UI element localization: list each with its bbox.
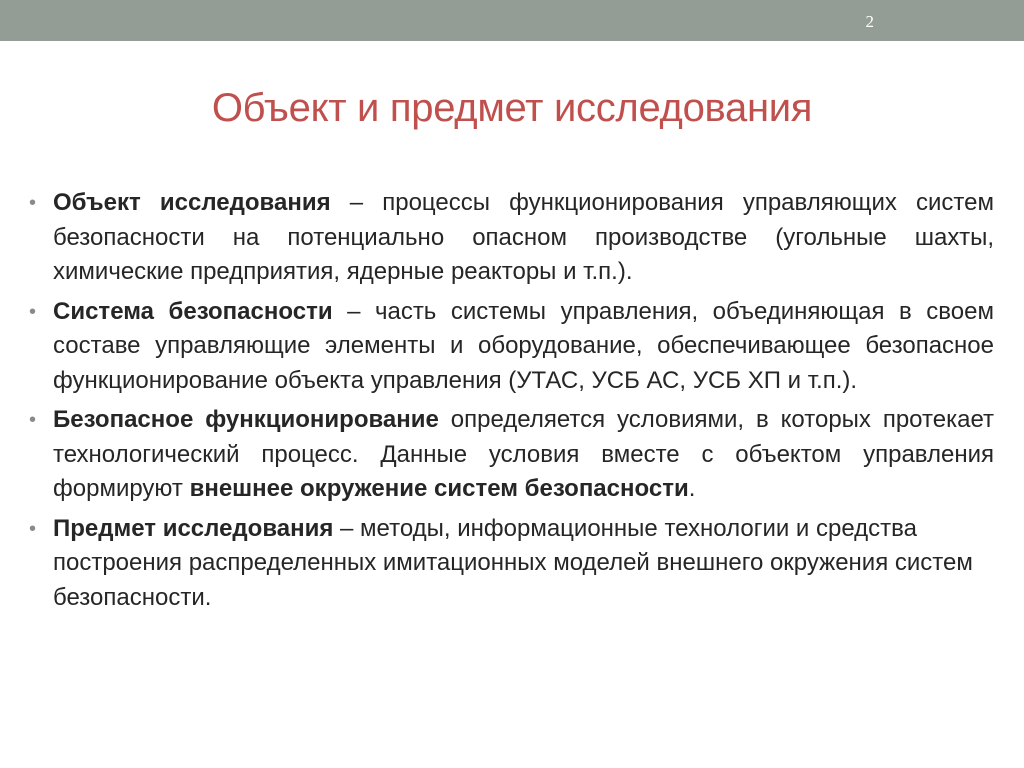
list-item	[29, 295, 994, 399]
header-bar	[0, 0, 1024, 41]
item-term: Безопасное функционирование	[53, 406, 439, 433]
list-item	[29, 512, 994, 616]
slide-title: Объект и предмет исследования	[211, 86, 813, 130]
bullet-icon: •	[29, 409, 37, 431]
item-term: Система безопасности	[53, 297, 333, 325]
item-text: – процессы функционирования управляющих систем безопасности на потенциально опасном производстве (угольные шахты, химические предприятия, ядерные реакторы и т.п.).	[53, 189, 994, 285]
item-tail: .	[688, 475, 696, 502]
list-item	[29, 403, 994, 507]
bullet-icon: •	[29, 300, 37, 323]
item-text: – методы, информационные технологии и средства построения распределенных имитационных моделей внешнего окружения систем безопасности.	[53, 514, 973, 611]
item-text: – часть системы управления, объединяющая в своем составе управляющие элементы и оборудование, обеспечивающее безопасное функционирование объекта управления (УТАС, УСБ АС, УСБ ХП и т.п.).	[53, 297, 994, 394]
list-item	[29, 186, 994, 290]
slide-number: 2	[865, 12, 874, 31]
bullet-list	[29, 186, 994, 620]
item-term: Предмет исследования	[53, 514, 334, 542]
bullet-icon: •	[29, 517, 37, 540]
item-term: Объект исследования	[53, 189, 331, 216]
bullet-icon: •	[29, 192, 37, 214]
item-term-secondary: внешнее окружение систем безопасности	[189, 475, 689, 502]
item-text: определяется условиями, в которых протекает технологический процесс. Данные условия вместе с объектом управления формируют	[53, 406, 994, 502]
